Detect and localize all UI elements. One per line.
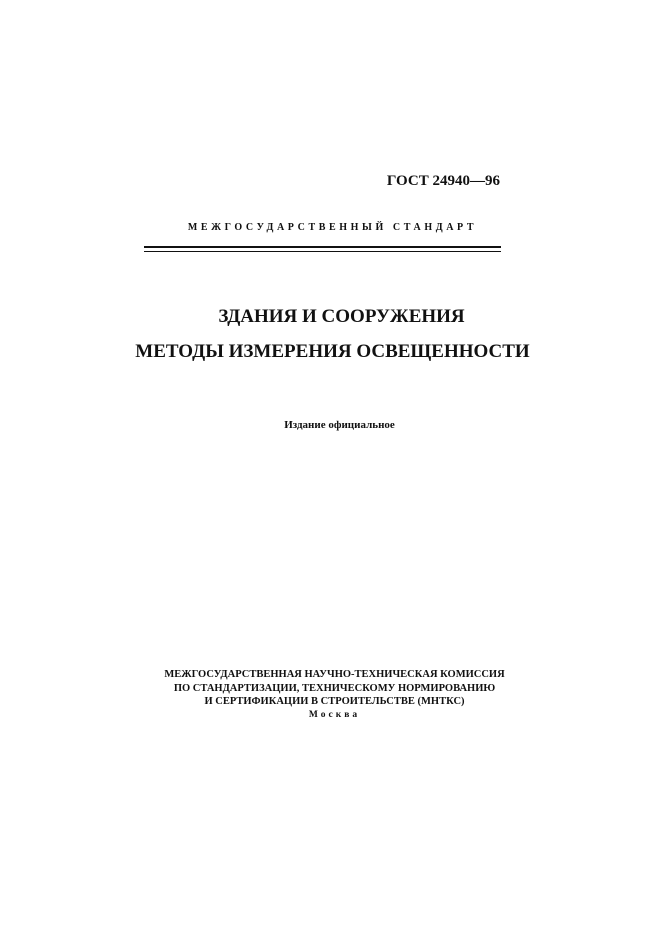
publisher-line-1: МЕЖГОСУДАРСТВЕННАЯ НАУЧНО-ТЕХНИЧЕСКАЯ КОМИССИЯ [164,669,505,680]
edition-label: Издание официальное [284,419,395,431]
document-title-line-1: ЗДАНИЯ И СООРУЖЕНИЯ [218,306,465,327]
publisher-line-3: И СЕРТИФИКАЦИИ В СТРОИТЕЛЬСТВЕ (МНТКС) [204,696,465,707]
standard-type-heading: МЕЖГОСУДАРСТВЕННЫЙ СТАНДАРТ [187,222,478,233]
document-number: ГОСТ 24940—96 [386,173,500,189]
header-rule-thin [144,251,501,252]
publisher-city: Москва [308,709,361,720]
header-rule-thick [144,246,501,248]
document-title-line-2: МЕТОДЫ ИЗМЕРЕНИЯ ОСВЕЩЕННОСТИ [135,341,530,362]
publisher-block [0,668,661,722]
publisher-line-2: ПО СТАНДАРТИЗАЦИИ, ТЕХНИЧЕСКОМУ НОРМИРОВАНИЮ [173,682,496,694]
